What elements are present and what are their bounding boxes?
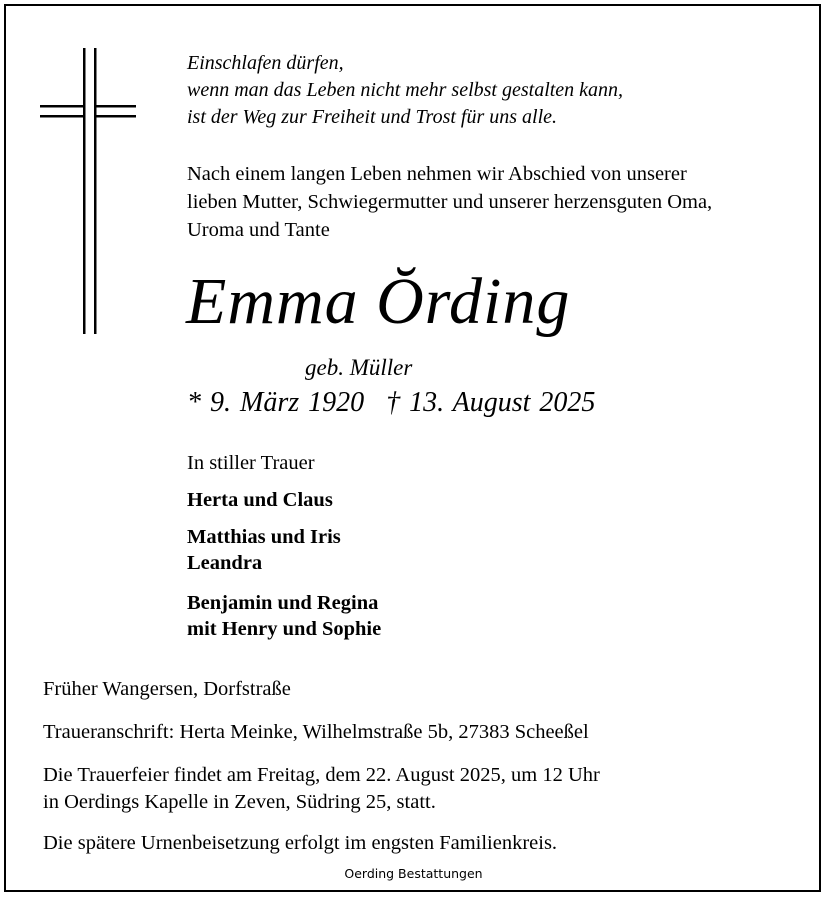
poem-verse xyxy=(187,50,623,131)
family-member-line: mit Henry und Sophie xyxy=(187,618,382,640)
poem-line: wenn man das Leben nicht mehr selbst gestalten kann, xyxy=(187,79,624,101)
deceased-name: Emma Ŏrding xyxy=(186,265,571,338)
mourning-label: In stiller Trauer xyxy=(187,452,315,474)
ceremony-line: in Oerdings Kapelle in Zeven, Südring 25, statt. xyxy=(43,791,436,813)
family-member-line: Matthias und Iris xyxy=(187,526,341,548)
life-dates xyxy=(187,387,595,419)
intro-line: lieben Mutter, Schwiegermutter und unserer herzensguten Oma, xyxy=(187,191,713,213)
death-date: † 13. August 2025 xyxy=(386,387,596,418)
family-member-line: Leandra xyxy=(187,552,263,574)
birth-name: geb. Müller xyxy=(305,355,413,380)
family-group xyxy=(187,524,341,576)
family-member-line: Benjamin und Regina xyxy=(187,592,379,614)
poem-line: Einschlafen dürfen, xyxy=(187,52,344,74)
intro-text xyxy=(187,160,807,244)
former-address: Früher Wangersen, Dorfstraße xyxy=(43,678,291,700)
birth-date: * 9. März 1920 xyxy=(187,387,365,418)
poem-line: ist der Weg zur Freiheit und Trost für uns alle. xyxy=(187,106,558,128)
intro-line: Nach einem langen Leben nehmen wir Abschied von unserer xyxy=(187,163,687,185)
mourning-address: Traueranschrift: Herta Meinke, Wilhelmstraße 5b, 27383 Scheeßel xyxy=(43,721,589,743)
intro-line: Uroma und Tante xyxy=(187,219,330,241)
cross-icon xyxy=(40,48,136,334)
burial-info: Die spätere Urnenbeisetzung erfolgt im engsten Familienkreis. xyxy=(43,832,558,854)
family-member-line: Herta und Claus xyxy=(187,489,333,511)
ceremony-line: Die Trauerfeier findet am Freitag, dem 22. August 2025, um 12 Uhr xyxy=(43,764,600,786)
undertaker-credit: Oerding Bestattungen xyxy=(344,866,483,881)
family-group xyxy=(187,590,381,642)
ceremony-info xyxy=(43,762,600,816)
family-group xyxy=(187,487,333,513)
